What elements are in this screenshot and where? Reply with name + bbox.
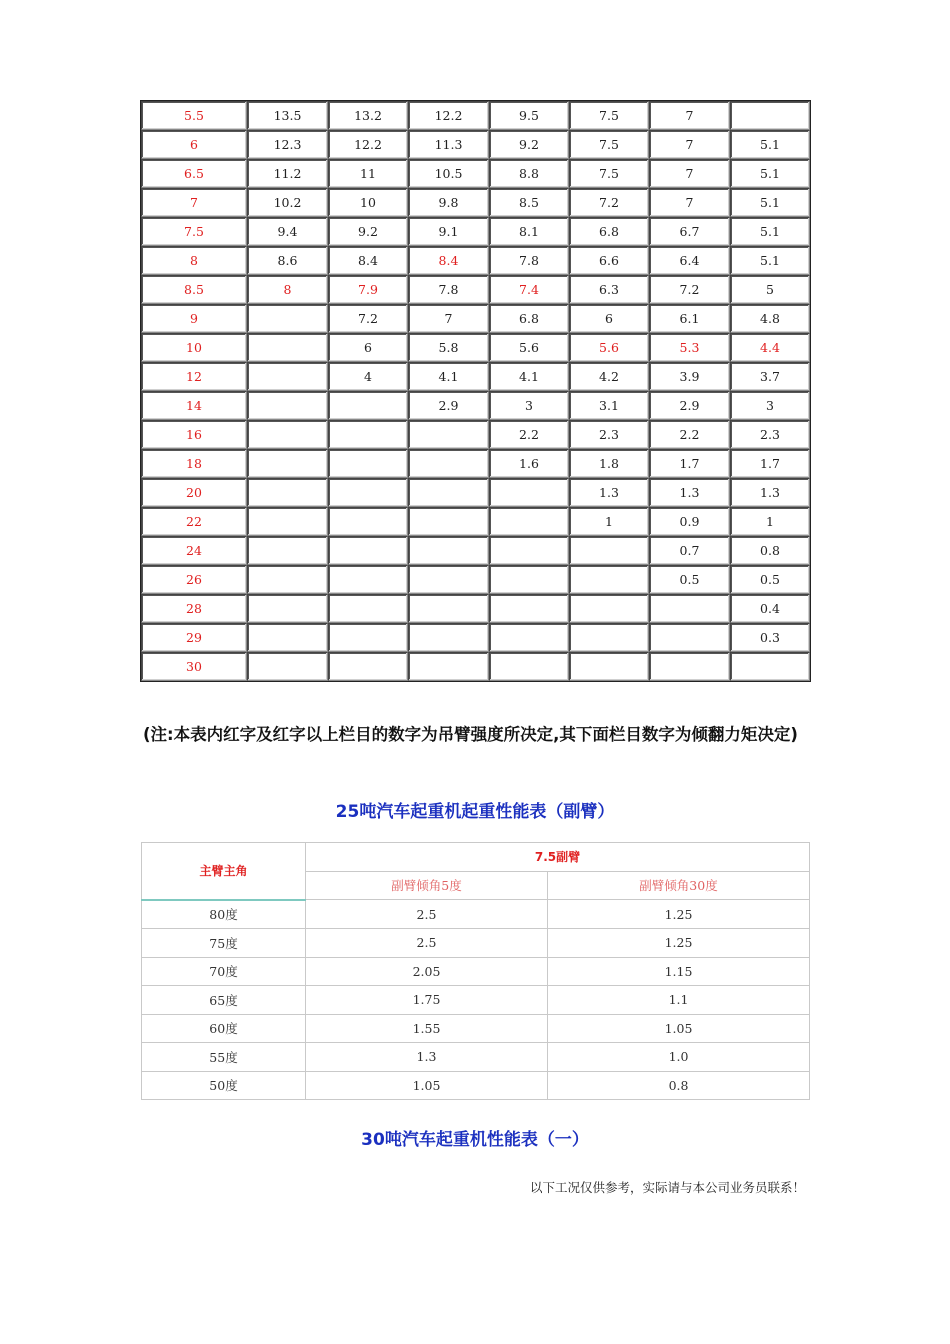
capacity-cell: 8 bbox=[247, 275, 328, 304]
capacity-cell: 7.4 bbox=[489, 275, 569, 304]
capacity-cell: 9.4 bbox=[247, 217, 328, 246]
capacity-cell: 6 bbox=[569, 304, 649, 333]
radius-cell: 6 bbox=[141, 130, 247, 159]
capacity-cell bbox=[649, 594, 730, 623]
capacity-cell: 9.2 bbox=[328, 217, 408, 246]
table-row bbox=[141, 449, 810, 478]
capacity-cell: 12.2 bbox=[408, 101, 489, 130]
capacity-cell: 1.05 bbox=[306, 1071, 548, 1100]
capacity-cell bbox=[408, 565, 489, 594]
header-jib-length: 7.5副臂 bbox=[306, 843, 810, 872]
capacity-cell: 1 bbox=[730, 507, 810, 536]
capacity-cell: 8.8 bbox=[489, 159, 569, 188]
capacity-cell: 6.3 bbox=[569, 275, 649, 304]
capacity-cell: 8.6 bbox=[247, 246, 328, 275]
radius-cell: 18 bbox=[141, 449, 247, 478]
capacity-cell bbox=[247, 565, 328, 594]
table-row bbox=[141, 159, 810, 188]
capacity-cell: 6 bbox=[328, 333, 408, 362]
capacity-cell: 5.6 bbox=[489, 333, 569, 362]
capacity-cell: 6.7 bbox=[649, 217, 730, 246]
table-row bbox=[141, 217, 810, 246]
capacity-cell bbox=[328, 594, 408, 623]
table-row bbox=[141, 594, 810, 623]
capacity-cell: 7.2 bbox=[328, 304, 408, 333]
radius-cell: 5.5 bbox=[141, 101, 247, 130]
capacity-cell: 2.5 bbox=[306, 900, 548, 929]
capacity-cell bbox=[569, 594, 649, 623]
capacity-cell bbox=[247, 536, 328, 565]
capacity-cell bbox=[247, 420, 328, 449]
capacity-cell: 7.8 bbox=[489, 246, 569, 275]
header-jib-angle-5: 副臂倾角5度 bbox=[306, 871, 548, 900]
table-row bbox=[141, 623, 810, 652]
capacity-cell: 2.05 bbox=[306, 957, 548, 986]
capacity-cell: 3.9 bbox=[649, 362, 730, 391]
capacity-cell: 10.2 bbox=[247, 188, 328, 217]
table-row bbox=[141, 391, 810, 420]
capacity-cell bbox=[247, 391, 328, 420]
capacity-cell bbox=[247, 333, 328, 362]
radius-cell: 10 bbox=[141, 333, 247, 362]
capacity-cell: 5.1 bbox=[730, 188, 810, 217]
radius-cell: 24 bbox=[141, 536, 247, 565]
capacity-cell: 9.1 bbox=[408, 217, 489, 246]
capacity-cell bbox=[408, 449, 489, 478]
table-row bbox=[141, 130, 810, 159]
capacity-cell: 6.6 bbox=[569, 246, 649, 275]
capacity-cell: 3 bbox=[489, 391, 569, 420]
capacity-cell: 12.2 bbox=[328, 130, 408, 159]
capacity-cell: 1.3 bbox=[306, 1043, 548, 1072]
table-row bbox=[141, 275, 810, 304]
capacity-cell bbox=[489, 565, 569, 594]
capacity-cell: 2.2 bbox=[649, 420, 730, 449]
capacity-cell bbox=[328, 507, 408, 536]
table-row bbox=[141, 101, 810, 130]
capacity-cell: 1.3 bbox=[569, 478, 649, 507]
capacity-cell: 5.1 bbox=[730, 159, 810, 188]
capacity-cell: 6.8 bbox=[569, 217, 649, 246]
radius-cell: 16 bbox=[141, 420, 247, 449]
capacity-cell: 4.1 bbox=[408, 362, 489, 391]
capacity-cell bbox=[328, 623, 408, 652]
capacity-cell: 11 bbox=[328, 159, 408, 188]
boom-angle-cell: 65度 bbox=[142, 986, 306, 1015]
table-row bbox=[142, 986, 810, 1015]
section-heading-jib-table: 25吨汽车起重机起重性能表（副臂） bbox=[335, 802, 615, 822]
boom-angle-cell: 80度 bbox=[142, 900, 306, 929]
capacity-cell bbox=[408, 536, 489, 565]
capacity-cell bbox=[247, 507, 328, 536]
radius-cell: 26 bbox=[141, 565, 247, 594]
radius-cell: 7.5 bbox=[141, 217, 247, 246]
capacity-cell: 7.2 bbox=[569, 188, 649, 217]
capacity-cell: 6.8 bbox=[489, 304, 569, 333]
capacity-cell: 1.7 bbox=[730, 449, 810, 478]
capacity-cell bbox=[247, 594, 328, 623]
capacity-cell: 6.4 bbox=[649, 246, 730, 275]
capacity-cell: 0.8 bbox=[548, 1071, 810, 1100]
capacity-cell bbox=[408, 478, 489, 507]
capacity-cell: 2.3 bbox=[569, 420, 649, 449]
capacity-cell: 8.4 bbox=[328, 246, 408, 275]
capacity-cell bbox=[328, 391, 408, 420]
capacity-cell: 1.0 bbox=[548, 1043, 810, 1072]
capacity-cell: 12.3 bbox=[247, 130, 328, 159]
table-row bbox=[141, 536, 810, 565]
capacity-cell: 1.3 bbox=[730, 478, 810, 507]
capacity-cell bbox=[247, 449, 328, 478]
capacity-cell bbox=[489, 478, 569, 507]
capacity-cell: 7 bbox=[649, 130, 730, 159]
capacity-cell: 1.3 bbox=[649, 478, 730, 507]
capacity-cell bbox=[408, 623, 489, 652]
radius-cell: 14 bbox=[141, 391, 247, 420]
capacity-cell: 0.7 bbox=[649, 536, 730, 565]
capacity-cell: 0.5 bbox=[730, 565, 810, 594]
radius-cell: 29 bbox=[141, 623, 247, 652]
capacity-cell: 9.2 bbox=[489, 130, 569, 159]
capacity-cell: 2.5 bbox=[306, 929, 548, 958]
capacity-cell bbox=[247, 623, 328, 652]
capacity-cell bbox=[489, 594, 569, 623]
capacity-cell bbox=[408, 594, 489, 623]
capacity-cell: 9.5 bbox=[489, 101, 569, 130]
load-capacity-table bbox=[140, 100, 811, 682]
capacity-cell: 5.1 bbox=[730, 217, 810, 246]
boom-angle-cell: 75度 bbox=[142, 929, 306, 958]
capacity-cell: 3.1 bbox=[569, 391, 649, 420]
capacity-cell: 9.8 bbox=[408, 188, 489, 217]
table-row bbox=[141, 333, 810, 362]
capacity-cell: 8.4 bbox=[408, 246, 489, 275]
capacity-cell: 1.75 bbox=[306, 986, 548, 1015]
capacity-cell: 1.15 bbox=[548, 957, 810, 986]
capacity-cell: 4.2 bbox=[569, 362, 649, 391]
capacity-cell: 0.5 bbox=[649, 565, 730, 594]
table-row bbox=[141, 420, 810, 449]
table-row bbox=[142, 1071, 810, 1100]
capacity-cell bbox=[247, 652, 328, 681]
capacity-cell bbox=[730, 652, 810, 681]
capacity-cell bbox=[408, 420, 489, 449]
capacity-cell: 4.8 bbox=[730, 304, 810, 333]
capacity-cell: 3 bbox=[730, 391, 810, 420]
table-row bbox=[141, 478, 810, 507]
capacity-cell bbox=[247, 304, 328, 333]
capacity-cell: 1.05 bbox=[548, 1014, 810, 1043]
capacity-cell: 5.1 bbox=[730, 130, 810, 159]
capacity-cell bbox=[489, 623, 569, 652]
capacity-cell bbox=[569, 565, 649, 594]
table-row bbox=[141, 362, 810, 391]
capacity-cell: 4 bbox=[328, 362, 408, 391]
capacity-cell: 4.1 bbox=[489, 362, 569, 391]
capacity-cell bbox=[649, 652, 730, 681]
capacity-cell: 8.5 bbox=[489, 188, 569, 217]
capacity-cell bbox=[328, 565, 408, 594]
capacity-cell: 5.8 bbox=[408, 333, 489, 362]
header-main-boom-angle: 主臂主角 bbox=[142, 843, 306, 900]
capacity-cell: 2.9 bbox=[408, 391, 489, 420]
jib-performance-table bbox=[141, 842, 810, 1100]
capacity-cell: 2.2 bbox=[489, 420, 569, 449]
table-row bbox=[142, 957, 810, 986]
capacity-cell bbox=[730, 101, 810, 130]
table-row bbox=[141, 565, 810, 594]
table-row bbox=[141, 507, 810, 536]
capacity-cell: 7 bbox=[649, 101, 730, 130]
capacity-cell: 2.3 bbox=[730, 420, 810, 449]
capacity-cell: 1.55 bbox=[306, 1014, 548, 1043]
capacity-cell: 7.5 bbox=[569, 159, 649, 188]
capacity-cell bbox=[328, 449, 408, 478]
capacity-cell: 13.5 bbox=[247, 101, 328, 130]
capacity-cell: 5.6 bbox=[569, 333, 649, 362]
capacity-cell: 1.6 bbox=[489, 449, 569, 478]
radius-cell: 22 bbox=[141, 507, 247, 536]
capacity-cell: 4.4 bbox=[730, 333, 810, 362]
capacity-cell: 11.2 bbox=[247, 159, 328, 188]
capacity-cell: 11.3 bbox=[408, 130, 489, 159]
header-jib-angle-30: 副臂倾角30度 bbox=[548, 871, 810, 900]
capacity-cell bbox=[247, 478, 328, 507]
capacity-cell bbox=[489, 507, 569, 536]
capacity-cell: 3.7 bbox=[730, 362, 810, 391]
capacity-cell: 1 bbox=[569, 507, 649, 536]
capacity-cell: 7.8 bbox=[408, 275, 489, 304]
capacity-cell: 0.8 bbox=[730, 536, 810, 565]
capacity-cell bbox=[649, 623, 730, 652]
capacity-cell: 7 bbox=[649, 188, 730, 217]
boom-angle-cell: 55度 bbox=[142, 1043, 306, 1072]
capacity-cell bbox=[328, 420, 408, 449]
section-heading-30t-table: 30吨汽车起重机性能表（一） bbox=[361, 1130, 589, 1150]
table-row bbox=[142, 929, 810, 958]
radius-cell: 6.5 bbox=[141, 159, 247, 188]
capacity-cell: 5.3 bbox=[649, 333, 730, 362]
capacity-cell: 7 bbox=[408, 304, 489, 333]
radius-cell: 12 bbox=[141, 362, 247, 391]
capacity-cell: 0.9 bbox=[649, 507, 730, 536]
capacity-cell bbox=[408, 652, 489, 681]
table-row bbox=[142, 1043, 810, 1072]
capacity-cell: 5.1 bbox=[730, 246, 810, 275]
capacity-cell bbox=[247, 362, 328, 391]
boom-angle-cell: 70度 bbox=[142, 957, 306, 986]
capacity-cell: 1.25 bbox=[548, 929, 810, 958]
capacity-cell: 1.1 bbox=[548, 986, 810, 1015]
capacity-cell: 2.9 bbox=[649, 391, 730, 420]
table-row bbox=[142, 1014, 810, 1043]
radius-cell: 8 bbox=[141, 246, 247, 275]
capacity-cell: 1.7 bbox=[649, 449, 730, 478]
capacity-cell bbox=[489, 536, 569, 565]
capacity-cell: 1.25 bbox=[548, 900, 810, 929]
capacity-cell: 10.5 bbox=[408, 159, 489, 188]
radius-cell: 8.5 bbox=[141, 275, 247, 304]
radius-cell: 9 bbox=[141, 304, 247, 333]
table-row bbox=[142, 900, 810, 929]
table-row bbox=[141, 246, 810, 275]
radius-cell: 20 bbox=[141, 478, 247, 507]
capacity-cell: 5 bbox=[730, 275, 810, 304]
radius-cell: 28 bbox=[141, 594, 247, 623]
capacity-cell: 0.4 bbox=[730, 594, 810, 623]
radius-cell: 7 bbox=[141, 188, 247, 217]
capacity-cell bbox=[328, 536, 408, 565]
capacity-cell: 7 bbox=[649, 159, 730, 188]
capacity-cell bbox=[569, 536, 649, 565]
capacity-cell: 7.9 bbox=[328, 275, 408, 304]
capacity-cell: 13.2 bbox=[328, 101, 408, 130]
table-note: (注:本表内红字及红字以上栏目的数字为吊臂强度所决定,其下面栏目数字为倾翻力矩决定) bbox=[143, 725, 798, 744]
capacity-cell: 0.3 bbox=[730, 623, 810, 652]
radius-cell: 30 bbox=[141, 652, 247, 681]
capacity-cell: 10 bbox=[328, 188, 408, 217]
capacity-cell bbox=[569, 623, 649, 652]
table-row bbox=[141, 304, 810, 333]
capacity-cell bbox=[328, 652, 408, 681]
capacity-cell: 7.2 bbox=[649, 275, 730, 304]
capacity-cell bbox=[328, 478, 408, 507]
boom-angle-cell: 50度 bbox=[142, 1071, 306, 1100]
table-row bbox=[141, 652, 810, 681]
capacity-cell: 6.1 bbox=[649, 304, 730, 333]
capacity-cell: 8.1 bbox=[489, 217, 569, 246]
boom-angle-cell: 60度 bbox=[142, 1014, 306, 1043]
capacity-cell bbox=[408, 507, 489, 536]
footer-disclaimer: 以下工况仅供参考，实际请与本公司业务员联系！ bbox=[529, 1180, 805, 1195]
capacity-cell: 7.5 bbox=[569, 101, 649, 130]
capacity-cell bbox=[569, 652, 649, 681]
capacity-cell: 7.5 bbox=[569, 130, 649, 159]
capacity-cell bbox=[489, 652, 569, 681]
table-row bbox=[141, 188, 810, 217]
capacity-cell: 1.8 bbox=[569, 449, 649, 478]
